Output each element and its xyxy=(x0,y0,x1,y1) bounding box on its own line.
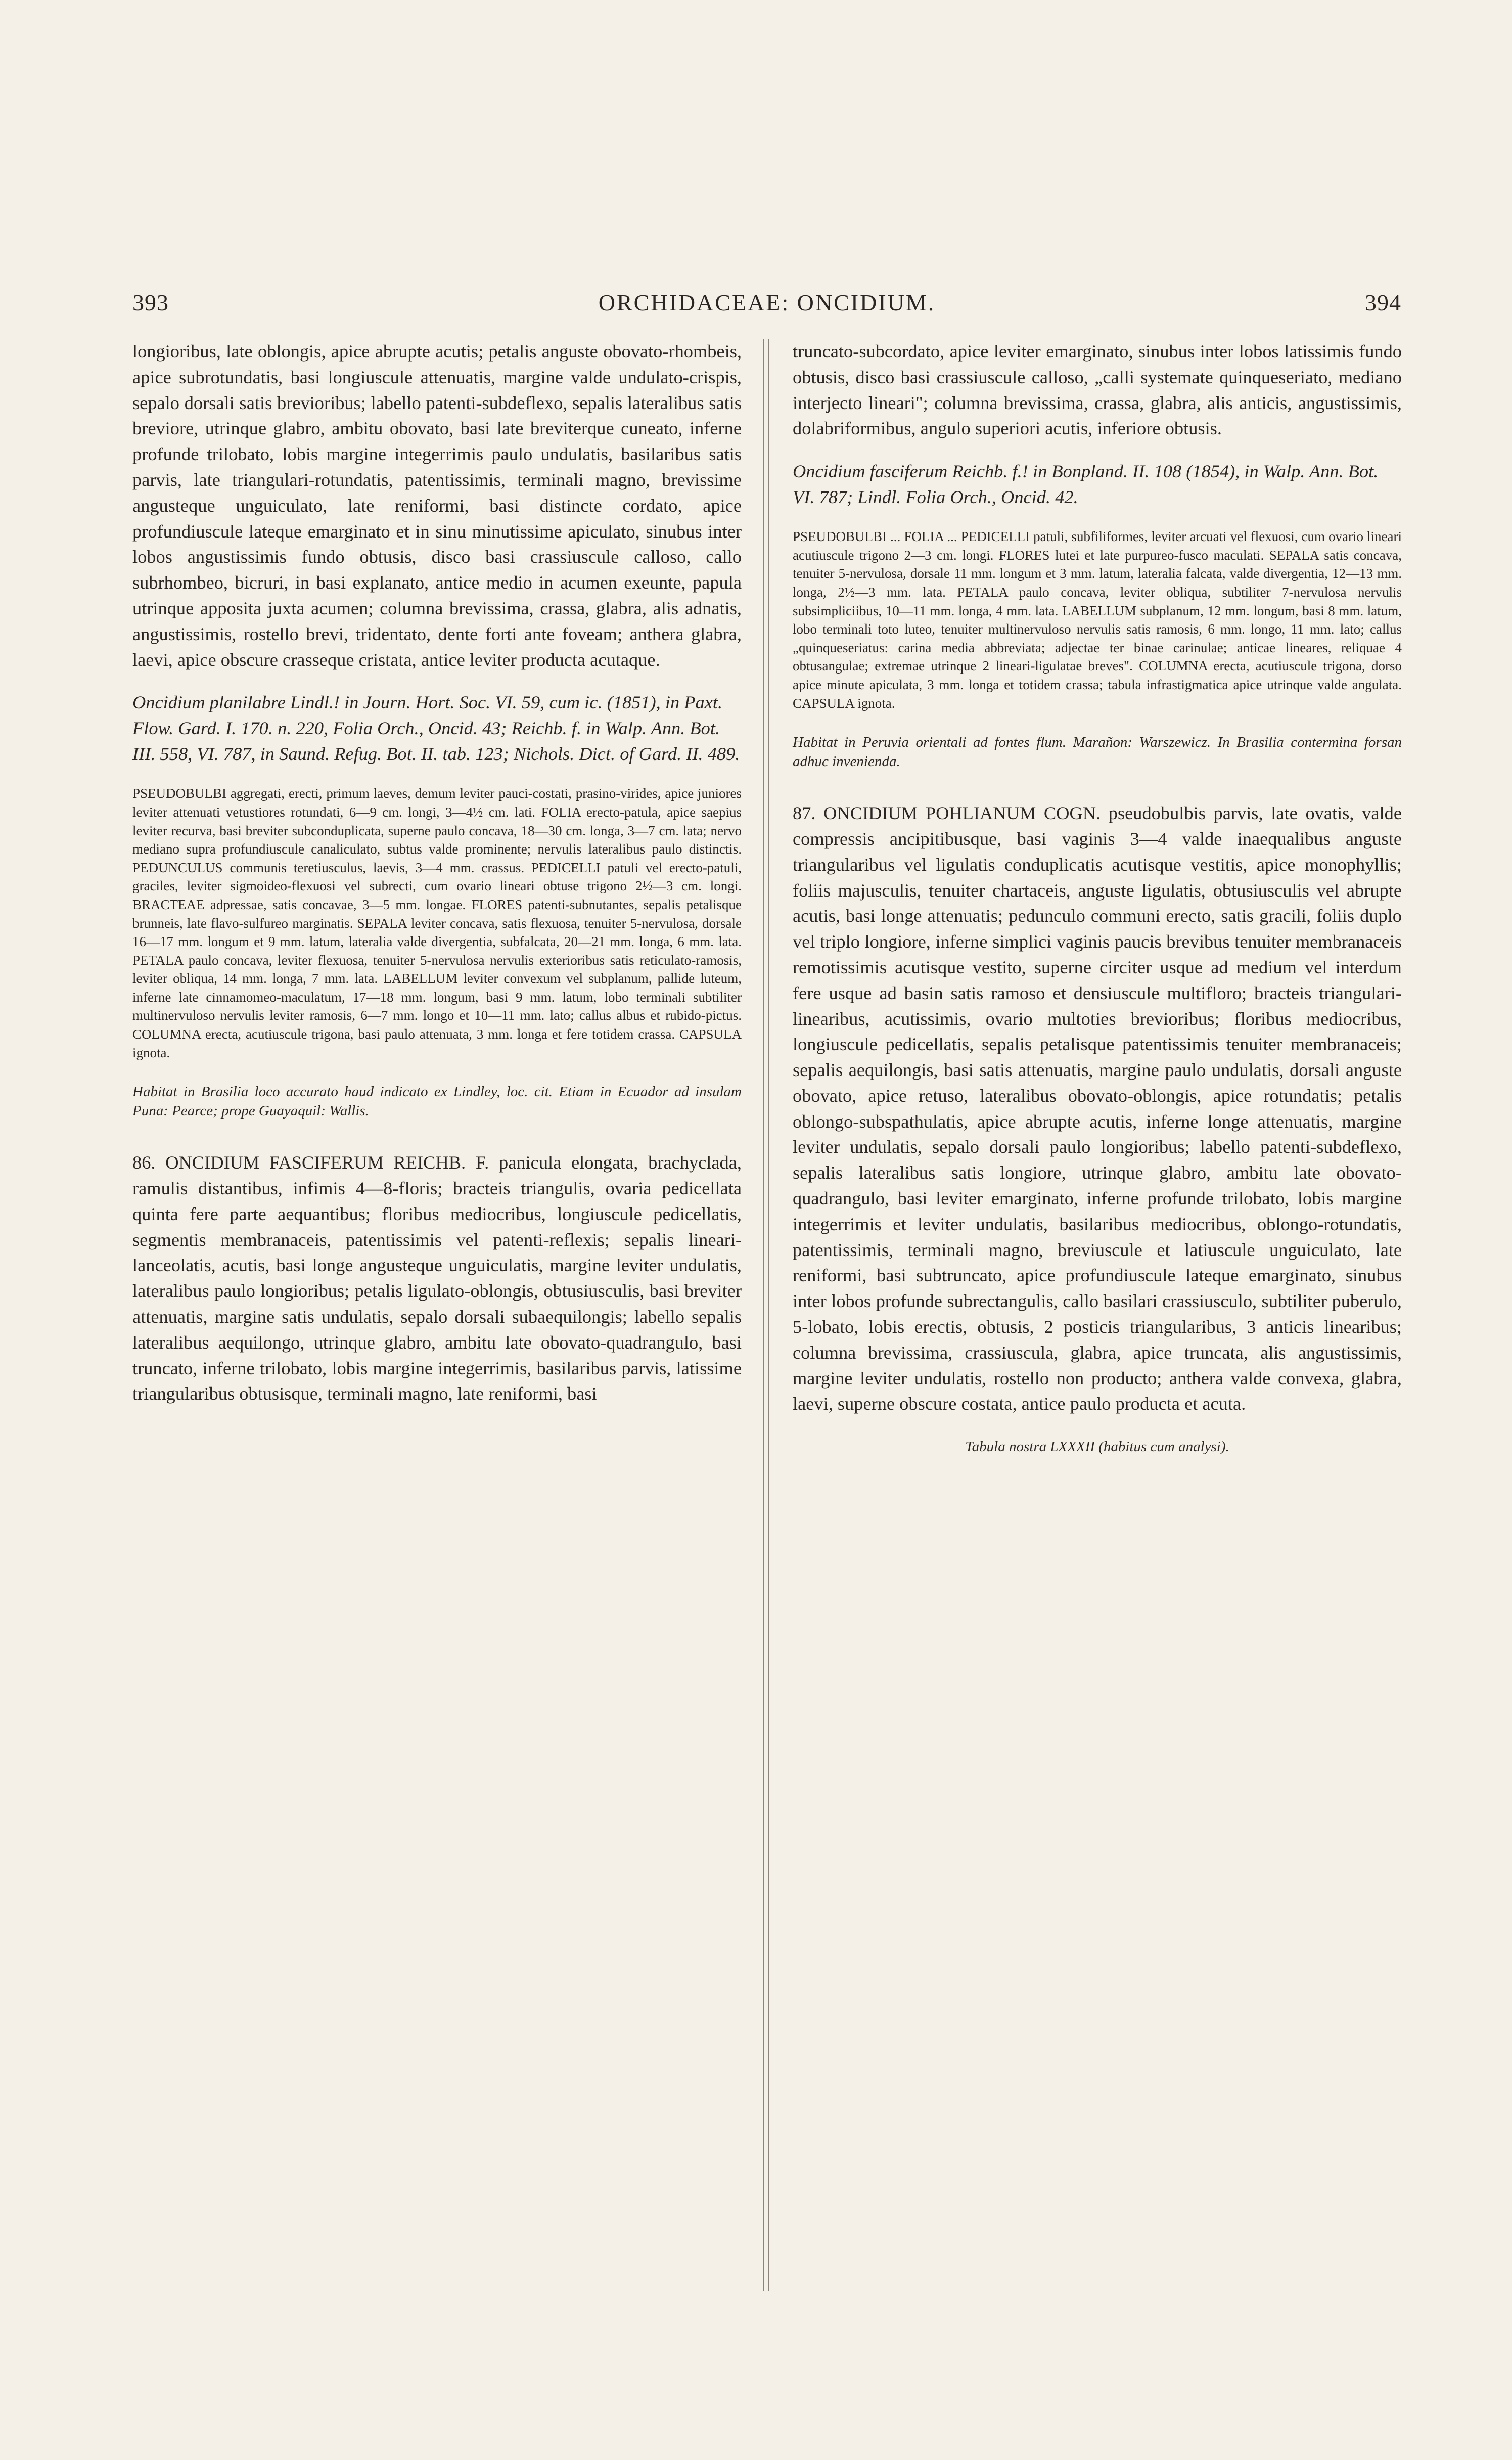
plate-reference: Tabula nostra LXXXII (habitus cum analysi). xyxy=(965,1439,1229,1455)
habitat-fasciferum: Habitat in Peruvia orientali ad fontes flum. Marañon: Warszewicz. In Brasilia contermina forsan adhuc invenienda. xyxy=(793,734,1402,770)
left-column xyxy=(132,339,742,1407)
detail-description-fasciferum: PSEUDOBULBI ... FOLIA ... PEDICELLI patuli, subfiliformes, leviter arcuati vel flexuosi, cum ovario lineari acutiuscule trigono 2—3 cm. longi. FLORES lutei et late purpureo-fusco maculati. SEPALA satis concava, tenuiter 5-nervulosa, dorsale 11 mm. longum et 3 mm. latum, lateralia falcata, valde divergentia, 12—13 mm. longa, 2½—3 mm. lata. PETALA paulo concava, leviter obliqua, subtiliter 7-nervulosa nervulis subsimpliciibus, 10—11 mm. longa, 4 mm. lata. LABELLUM subplanum, 12 mm. longum, basi 8 mm. latum, lobo terminali toto luteo, tenuiter multinervuloso nervulis satis ramosis, 6 mm. longo, 11 mm. lato; callus „quinqueseriatus: carina media abbreviata; adjectae ter binae carinulae; anticae lineares, reliquae 4 obtusangulae; extremae utrinque 2 lineari-ligulatae breves". COLUMNA erecta, acutiuscule trigona, dorso apice minute apiculata, 3 mm. longa et totidem crassa; tabula infrastigmatica apice utrinque valde angulata. CAPSULA ignota. xyxy=(793,529,1402,711)
page-number-right: 394 xyxy=(1365,290,1401,316)
description-continued: longioribus, late oblongis, apice abrupte acutis; petalis anguste obovato-rhombeis, apice subrotundatis, basi longiuscule attenuatis, margine valde undulato-crispis, sepalo dorsali satis brevioribus; labello patenti-subdeflexo, sepalis lateralibus satis breviore, utrinque glabro, ambitu obovato, basi late breviterque cuneato, inferne profunde trilobato, lobis margine integerrimis paulo undulatis, basilaribus satis parvis, late triangulari-rotundatis, patentissimis, terminali magno, brevissime angusteque unguiculato, late reniformi, basi distincte cordato, apice profundiuscule lateque emarginato et in sinu minutissime apiculato, sinubus inter lobos angustissimis fundo obtusis, disco basi crassiuscule calloso, callo subrhombeo, bicruri, in basi explanato, antice medio in acumen exeunte, papula utrinque apposita juxta acumen; columna brevissima, crassa, glabra, alis adnatis, angustissimis, rostello brevi, tridentato, dente forti ante foveam; anthera glabra, laevi, apice obscure crasseque cristata, antice leviter producta acutaque. xyxy=(132,341,742,670)
detail-description-planilabre: PSEUDOBULBI aggregati, erecti, primum laeves, demum leviter pauci-costati, prasino-virides, apice juniores leviter attenuati vetustiores rotundati, 6—9 cm. longi, 3—4½ cm. lati. FOLIA erecto-patula, apice saepius leviter recurva, basi breviter subconduplicata, superne paulo concava, 18—30 cm. longa, 3—7 cm. lata; nervo mediano supra profundiuscule canaliculato, subtus valde prominente; nervulis lateralibus paulo distinctis. PEDUNCULUS communis teretiusculus, laevis, 3—4 mm. crassus. PEDICELLI patuli vel erecto-patuli, graciles, leviter sigmoideo-flexuosi vel subrecti, cum ovario lineari obtuse trigono 2½—3 cm. longi. BRACTEAE adpressae, satis concavae, 3—5 mm. longae. FLORES patenti-subnutantes, sepalis petalisque brunneis, late flavo-sulfureo marginatis. SEPALA leviter concava, satis flexuosa, tenuiter 5-nervulosa, dorsale 16—17 mm. longum et 9 mm. latum, lateralia valde divergentia, subfalcata, 20—21 mm. longa, 6 mm. lata. PETALA paulo concava, leviter flexuosa, tenuiter 5-nervulosa nervulis exterioribus satis reticulato-ramosis, leviter obliqua, 14 mm. longa, 7 mm. lata. LABELLUM leviter convexum vel subplanum, pallide luteum, inferne late cinnamomeo-maculatum, 17—18 mm. longum, basi 9 mm. latum, lobo terminali subtiliter multinervuloso nervulis leviter ramosis, 6—7 mm. longo et 10—11 mm. lato; callus albus et rubido-pictus. COLUMNA erecta, acutiuscule trigona, basi paulo attenuata, 3 mm. longa et fere totidem crassa. CAPSULA ignota. xyxy=(132,786,742,1060)
fasciferum-continued: truncato-subcordato, apice leviter emarginato, sinubus inter lobos latissimis fundo obtusis, disco basi crassiuscule calloso, „calli systemate quinqueseriato, mediano interjecto lineari"; columna brevissima, crassa, glabra, alis anticis, angustissimis, dolabriformibus, angulo superiori acutis, inferiore obtusis. xyxy=(793,341,1402,439)
page-header xyxy=(132,289,1401,325)
running-head: ORCHIDACEAE: ONCIDIUM. xyxy=(598,290,936,316)
page-number-left: 393 xyxy=(132,290,169,316)
citation-fasciferum: Oncidium fasciferum Reichb. f.! in Bonpland. II. 108 (1854), in Walp. Ann. Bot. VI. 787; Lindl. Folia Orch., Oncid. 42. xyxy=(793,461,1379,508)
column-divider-second xyxy=(768,339,769,2291)
column-divider xyxy=(763,339,764,2291)
species-87-pohlianum: 87. ONCIDIUM POHLIANUM COGN. pseudobulbis parvis, late ovatis, valde compressis ancipitibusque, basi vaginis 3—4 valde inaequalibus anguste triangularibus vel ligulatis conduplicatis acutisque vestitis, apice monophyllis; foliis majusculis, tenuiter chartaceis, anguste ligulatis, obtusiusculis vel abrupte acutis, basi longe attenuatis; pedunculo communi erecto, satis gracili, foliis duplo vel triplo longiore, inferne simplici vaginis paucis brevibus tenuiter membranaceis remotissimis acutisque vestito, superne circiter usque ad medium vel interdum fere usque ad basin satis ramoso et densiuscule multifloro; bracteis triangulari-linearibus, acutissimis, ovario multoties brevioribus; floribus mediocribus, longiuscule pedicellatis, sepalis petalisque patentissimis tenuiter membranaceis; sepalis aequilongis, basi satis attenuatis, margine paulo undulatis, dorsali anguste obovato, apice retuso, lateralibus obovato-oblongis, apice rotundatis; petalis oblongo-subspathulatis, apice abrupte acutis, inferne longe attenuatis, margine leviter undulatis, sepalo dorsali paulo longioribus; labello patenti-subdeflexo, sepalis lateralibus satis longiore, utrinque glabro, ambitu late obovato-quadrangulo, basi leviter emarginato, inferne profunde trilobato, lobis margine integerrimis et leviter undulatis, basilaribus mediocribus, oblongo-rotundatis, patentissimis, terminali magno, breviuscule et latiuscule unguiculato, late reniformi, basi subtruncato, apice profundiuscule lateque emarginato, sinubus inter lobos profunde subrectangulis, callo basilari crassiusculo, subtiliter puberulo, 5-lobato, lobis erectis, obtusis, 2 posticis triangularibus, 3 anticis linearibus; columna brevissima, crassiuscula, glabra, apice truncata, alis angustissimis, margine leviter undulatis, rostello non producto; anthera valde convexa, glabra, laevi, superne obscure costata, antice paulo producta et acuta. xyxy=(793,803,1402,1414)
species-86-fasciferum: 86. ONCIDIUM FASCIFERUM REICHB. F. panicula elongata, brachyclada, ramulis distantibus, infimis 4—8-floris; bracteis triangulis, ovaria pedicellata quinta fere parte aequantibus; floribus mediocribus, longiuscule pedicellatis, segmentis membranaceis, patentissimis vel patenti-reflexis; sepalis lineari-lanceolatis, acutis, basi longe angusteque unguiculatis, margine leviter undulatis, lateralibus paulo longioribus; petalis ligulato-oblongis, obtusiusculis, basi breviter attenuatis, margine satis undulatis, sepalo dorsali subaequilongis; labello sepalis lateralibus aequilongo, utrinque glabro, ambitu late obovato-quadrangulo, basi truncato, inferne trilobato, lobis margine integerrimis, basilaribus parvis, latissime triangularibus obtusisque, terminali magno, late reniformi, basi xyxy=(132,1152,742,1404)
right-column xyxy=(793,339,1402,1456)
citation-planilabre: Oncidium planilabre Lindl.! in Journ. Hort. Soc. VI. 59, cum ic. (1851), in Paxt. Flow. Gard. I. 170. n. 220, Folia Orch., Oncid. 43; Reichb. f. in Walp. Ann. Bot. III. 558, VI. 787, in Saund. Refug. Bot. II. tab. 123; Nichols. Dict. of Gard. II. 489. xyxy=(132,692,740,765)
habitat-planilabre: Habitat in Brasilia loco accurato haud indicato ex Lindley, loc. cit. Etiam in Ecuador ad insulam Puna: Pearce; prope Guayaquil: Wallis. xyxy=(132,1084,742,1120)
